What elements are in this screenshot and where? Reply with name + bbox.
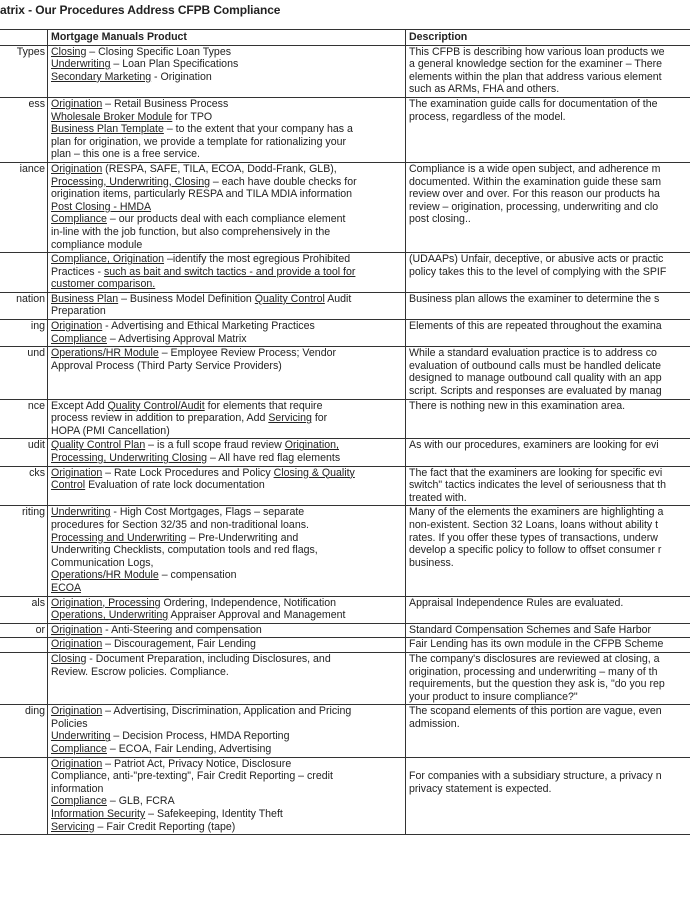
row-product: [48, 652, 406, 704]
table-body: [0, 45, 690, 835]
product-module-link: Underwriting: [51, 58, 111, 71]
product-text: compliance module: [51, 238, 143, 251]
product-text: Communication Logs,: [51, 556, 154, 569]
description-line: Fair Lending has its own module in the CFPB Scheme: [409, 638, 664, 651]
product-text: plan – this one is a free service.: [51, 148, 200, 161]
product-module-link: Operations/HR Module: [51, 569, 159, 582]
row-description: [406, 596, 690, 623]
row-category: [0, 466, 48, 506]
row-product: [48, 757, 406, 835]
table-row: [0, 45, 690, 97]
description-line: The company's disclosures are reviewed at closing, a: [409, 652, 660, 665]
product-module-link: Business Plan Template: [51, 123, 164, 136]
description-line: rates. If you offer these types of transactions, underw: [409, 531, 658, 544]
product-text: for TPO: [172, 110, 213, 123]
product-text: - Document Preparation, including Disclosures, and: [86, 652, 331, 665]
product-module-link: Servicing: [51, 820, 95, 833]
description-line: review over and over. For this reason our products ha: [409, 188, 660, 201]
product-text: – Discouragement, Fair Lending: [102, 638, 256, 651]
row-category: [0, 596, 48, 623]
description-line: elements within the plan that address various element: [409, 70, 662, 83]
category-label: cks: [29, 466, 45, 479]
table-row: [0, 705, 690, 757]
product-text: - Advertising and Ethical Marketing Practices: [102, 320, 315, 333]
product-line: [51, 266, 402, 279]
product-line: [51, 452, 402, 465]
product-text: Appraiser Approval and Management: [168, 609, 346, 622]
category-label: nce: [27, 399, 45, 412]
description-line: designed to manage outbound call quality with an app: [409, 372, 662, 385]
product-text: – Rate Lock Procedures and Policy: [102, 466, 274, 479]
table-row: [0, 347, 690, 399]
product-line: [51, 519, 402, 532]
product-line: [51, 226, 402, 239]
product-text: – ECOA, Fair Lending, Advertising: [106, 743, 272, 756]
product-line: [51, 188, 402, 201]
description-line: a general knowledge section for the examiner – There: [409, 58, 663, 71]
row-product: [48, 45, 406, 97]
row-product: [48, 399, 406, 439]
product-text: – Fair Credit Reporting (tape): [94, 820, 236, 833]
category-label: Types: [16, 45, 45, 58]
product-module-link: Processing and Underwriting: [51, 531, 187, 544]
product-text: – Advertising, Discrimination, Application and Pricing: [102, 705, 352, 718]
product-line: [51, 163, 402, 176]
row-description: [406, 638, 690, 653]
description-line: Elements of this are repeated throughout the examina: [409, 320, 662, 333]
description-line: The examination guide calls for documentation of the: [409, 97, 658, 110]
row-category: [0, 162, 48, 252]
product-line: [51, 439, 402, 452]
product-text: Evaluation of rate lock documentation: [85, 479, 265, 492]
product-text: – compensation: [158, 569, 237, 582]
product-line: [51, 638, 402, 651]
product-module-link: Processing, Underwriting Closing: [51, 452, 208, 464]
row-product: [48, 253, 406, 293]
description-line: non-existent. Section 32 Loans, loans without ability t: [409, 518, 659, 531]
row-category: [0, 638, 48, 653]
table-row: [0, 97, 690, 162]
table-row: [0, 652, 690, 704]
description-line: For companies with a subsidiary structure, a privacy n: [409, 770, 662, 783]
product-module-link: Compliance, Origination: [51, 253, 165, 266]
product-module-link: Information Security: [51, 808, 146, 821]
row-description: [406, 399, 690, 439]
product-module-link: Compliance: [51, 213, 107, 226]
product-module-link: Origination, Processing: [51, 596, 161, 609]
product-line: [51, 400, 402, 413]
product-line: [51, 544, 402, 557]
product-line: [51, 743, 402, 756]
category-label: ess: [28, 97, 45, 110]
product-line: [51, 148, 402, 161]
table-row: [0, 439, 690, 466]
product-line: [51, 609, 402, 622]
product-line: [51, 705, 402, 718]
product-module-link: Quality Control Plan: [51, 439, 146, 452]
product-line: [51, 821, 402, 834]
product-module-link: Closing: [51, 45, 87, 58]
product-module-link: Operations/HR Module: [51, 347, 159, 360]
description-line: develop a specific policy to follow to offset consumer r: [409, 544, 662, 557]
description-line: privacy statement is expected.: [409, 782, 552, 795]
table-row: [0, 292, 690, 319]
product-text: - Origination: [151, 70, 212, 83]
product-line: [51, 123, 402, 136]
row-product: [48, 292, 406, 319]
product-line: [51, 467, 402, 480]
product-line: [51, 783, 402, 796]
product-line: [51, 111, 402, 124]
table-row: [0, 623, 690, 638]
product-module-link: Operations, Underwriting: [51, 609, 169, 622]
product-text: origination items, particularly RESPA and TILA MDIA information: [51, 188, 353, 201]
product-module-link: Origination,: [284, 439, 339, 452]
row-product: [48, 347, 406, 399]
description-line: treated with.: [409, 491, 467, 504]
row-category: [0, 705, 48, 757]
row-product: [48, 320, 406, 347]
product-module-link: Origination: [51, 162, 103, 175]
product-module-link: Origination: [51, 638, 103, 651]
description-line: review – origination, processing, underwriting and clo: [409, 200, 659, 213]
product-text: plan for origination, we provide a template for rationalizing your: [51, 135, 347, 148]
description-line: Standard Compensation Schemes and Safe Harbor: [409, 623, 652, 636]
product-text: – GLB, FCRA: [106, 795, 175, 808]
product-module-link: Business Plan: [51, 292, 119, 305]
product-module-link: Control: [51, 479, 86, 492]
header-category: [0, 30, 48, 46]
table-row: [0, 466, 690, 506]
product-module-link: customer comparison.: [51, 278, 156, 291]
description-line: origination, processing and underwriting – many of th: [409, 665, 658, 678]
product-line: [51, 333, 402, 346]
product-module-link: Compliance: [51, 332, 107, 345]
category-label: iance: [19, 162, 45, 175]
product-module-link: Quality Control: [254, 292, 325, 305]
product-text: - High Cost Mortgages, Flags – separate: [110, 506, 305, 519]
row-product: [48, 162, 406, 252]
product-module-link: Underwriting: [51, 730, 111, 743]
row-description: [406, 652, 690, 704]
product-text: Practices -: [51, 265, 104, 278]
product-text: – Advertising Approval Matrix: [106, 332, 247, 345]
description-line: evaluation of outbound calls must be handled delicate: [409, 359, 662, 372]
row-category: [0, 757, 48, 835]
table-row: [0, 162, 690, 252]
product-text: – Loan Plan Specifications: [110, 58, 239, 71]
row-category: [0, 347, 48, 399]
row-product: [48, 439, 406, 466]
row-description: [406, 253, 690, 293]
product-line: [51, 532, 402, 545]
product-text: for elements that require: [204, 399, 323, 412]
product-module-link: Servicing: [268, 412, 312, 425]
product-module-link: such as bait and switch tactics - and provide a tool for: [103, 265, 356, 278]
table-row: [0, 596, 690, 623]
description-line: business.: [409, 556, 454, 569]
description-line: The fact that the examiners are looking for specific evi: [409, 466, 663, 479]
product-text: Policies: [51, 717, 88, 730]
description-line: The scopand elements of this portion are vague, even: [409, 705, 662, 718]
product-text: procedures for Section 32/35 and non-traditional loans.: [51, 518, 309, 531]
product-text: information: [51, 782, 104, 795]
category-label: udit: [27, 439, 45, 452]
product-text: Approval Process (Third Party Service Providers): [51, 359, 282, 372]
description-line: There is nothing new in this examination area.: [409, 399, 626, 412]
product-module-link: Origination: [51, 97, 103, 110]
product-line: [51, 253, 402, 266]
product-line: [51, 412, 402, 425]
compliance-matrix-table: [0, 29, 690, 835]
row-category: [0, 253, 48, 293]
description-line: script. Scripts and responses are evaluated by manag: [409, 385, 662, 398]
product-line: [51, 666, 402, 679]
product-module-link: Wholesale Broker Module: [51, 110, 173, 123]
table-row: [0, 757, 690, 835]
description-line: policy takes this to the level of complying with the SPIF: [409, 265, 667, 278]
row-product: [48, 705, 406, 757]
row-product: [48, 596, 406, 623]
description-line: (UDAAPs) Unfair, deceptive, or abusive acts or practic: [409, 253, 664, 266]
category-label: ding: [24, 705, 45, 718]
product-line: [51, 506, 402, 519]
product-text: – Employee Review Process; Vendor: [158, 347, 337, 360]
row-description: [406, 162, 690, 252]
description-line: Compliance is a wide open subject, and adherence m: [409, 162, 661, 175]
product-line: [51, 347, 402, 360]
product-text: Except Add: [51, 399, 108, 412]
product-line: [51, 758, 402, 771]
product-text: – Decision Process, HMDA Reporting: [110, 730, 290, 743]
row-category: [0, 439, 48, 466]
product-text: process review in addition to preparation, Add: [51, 412, 269, 425]
row-product: [48, 638, 406, 653]
product-text: Preparation: [51, 305, 106, 318]
row-description: [406, 466, 690, 506]
row-category: [0, 97, 48, 162]
product-line: [51, 730, 402, 743]
product-text: – Patriot Act, Privacy Notice, Disclosure: [102, 757, 292, 770]
category-label: und: [27, 347, 45, 360]
table-row: [0, 320, 690, 347]
row-category: [0, 320, 48, 347]
product-text: – each have double checks for: [209, 175, 357, 188]
header-mortgage-manuals-product: Mortgage Manuals Product: [48, 30, 406, 46]
description-line: requirements, but the question they ask is, "do you rep: [409, 678, 665, 691]
description-line: Many of the elements the examiners are highlighting a: [409, 506, 664, 519]
product-module-link: Quality Control/Audit: [107, 399, 205, 412]
product-line: [51, 569, 402, 582]
product-module-link: Underwriting: [51, 506, 111, 519]
product-module-link: Closing & Quality: [273, 466, 355, 479]
product-text: – All have red flag elements: [207, 452, 341, 464]
product-module-link: Closing: [51, 652, 87, 665]
product-text: – our products deal with each compliance element: [106, 213, 346, 226]
product-line: [51, 201, 402, 214]
category-label: nation: [16, 292, 45, 305]
product-text: – Pre-Underwriting and: [186, 531, 299, 544]
product-text: Audit: [324, 292, 352, 305]
product-module-link: ECOA: [51, 581, 82, 594]
product-line: [51, 425, 402, 438]
product-line: [51, 597, 402, 610]
row-description: [406, 97, 690, 162]
row-description: [406, 506, 690, 596]
row-description: [406, 705, 690, 757]
product-module-link: Origination: [51, 757, 103, 770]
product-text: Review. Escrow policies. Compliance.: [51, 665, 229, 678]
product-text: – is a full scope fraud review: [145, 439, 285, 452]
row-description: [406, 347, 690, 399]
product-line: [51, 718, 402, 731]
description-line: documented. Within the examination guide these sam: [409, 175, 662, 188]
category-label: or: [35, 623, 45, 636]
table-row: [0, 253, 690, 293]
description-line: post closing..: [409, 213, 471, 226]
product-line: [51, 320, 402, 333]
description-line: Business plan allows the examiner to determine the s: [409, 292, 660, 305]
row-category: [0, 506, 48, 596]
description-line: process, regardless of the model.: [409, 110, 566, 123]
product-module-link: Origination: [51, 320, 103, 333]
row-product: [48, 506, 406, 596]
product-text: for: [311, 412, 328, 425]
row-category: [0, 292, 48, 319]
product-module-link: Origination: [51, 466, 103, 479]
page-title: atrix - Our Procedures Address CFPB Compliance: [0, 3, 281, 17]
product-line: [51, 58, 402, 71]
product-text: Ordering, Independence, Notification: [160, 596, 337, 609]
row-description: [406, 439, 690, 466]
product-line: [51, 136, 402, 149]
product-text: – Retail Business Process: [102, 97, 229, 110]
product-line: [51, 293, 402, 306]
product-text: (RESPA, SAFE, TILA, ECOA, Dodd-Frank, GLB),: [102, 162, 337, 175]
product-module-link: Post Closing - HMDA: [51, 200, 152, 213]
product-text: – Business Model Definition: [118, 292, 255, 305]
product-module-link: Secondary Marketing: [51, 70, 152, 83]
description-line: Appraisal Independence Rules are evaluated.: [409, 596, 624, 609]
row-description: [406, 45, 690, 97]
row-category: [0, 399, 48, 439]
product-text: - Anti-Steering and compensation: [102, 623, 262, 636]
product-module-link: Processing, Underwriting, Closing: [51, 175, 210, 188]
row-product: [48, 466, 406, 506]
product-line: [51, 71, 402, 84]
description-line: While a standard evaluation practice is to address co: [409, 347, 657, 360]
product-line: [51, 176, 402, 189]
product-text: HOPA (PMI Cancellation): [51, 424, 170, 437]
product-module-link: Origination: [51, 705, 103, 718]
product-line: [51, 624, 402, 637]
product-line: [51, 213, 402, 226]
description-line: [409, 758, 690, 771]
product-line: [51, 360, 402, 373]
table-header-row: [0, 30, 690, 46]
category-label: ing: [30, 320, 45, 333]
product-text: in-line with the job function, but also comprehensively in the: [51, 225, 331, 238]
row-product: [48, 623, 406, 638]
product-line: [51, 770, 402, 783]
row-category: [0, 45, 48, 97]
product-line: [51, 808, 402, 821]
product-line: [51, 582, 402, 595]
product-line: [51, 557, 402, 570]
category-label: riting: [22, 506, 45, 519]
product-line: [51, 479, 402, 492]
product-line: [51, 98, 402, 111]
product-line: [51, 239, 402, 252]
product-text: Compliance, anti-"pre-texting", Fair Credit Reporting – credit: [51, 770, 333, 783]
description-line: your product to insure compliance?": [409, 690, 578, 703]
product-line: [51, 46, 402, 59]
row-description: [406, 320, 690, 347]
product-text: – Closing Specific Loan Types: [86, 45, 232, 58]
category-label: als: [31, 596, 45, 609]
product-text: –identify the most egregious Prohibited: [164, 253, 351, 266]
table-row: [0, 399, 690, 439]
product-line: [51, 795, 402, 808]
row-description: [406, 757, 690, 835]
product-module-link: Origination: [51, 623, 103, 636]
header-description: Description: [406, 30, 690, 46]
row-product: [48, 97, 406, 162]
description-line: This CFPB is describing how various loan products we: [409, 45, 665, 58]
row-description: [406, 292, 690, 319]
row-category: [0, 623, 48, 638]
product-text: – Safekeeping, Identity Theft: [145, 808, 283, 821]
product-line: [51, 278, 402, 291]
product-line: [51, 305, 402, 318]
description-line: admission.: [409, 717, 460, 730]
product-module-link: Compliance: [51, 743, 107, 756]
product-text: – to the extent that your company has a: [163, 123, 353, 136]
product-line: [51, 653, 402, 666]
description-line: switch" tactics indicates the level of seriousness that th: [409, 479, 666, 492]
description-line: such as ARMs, FHA and others.: [409, 83, 560, 96]
row-category: [0, 652, 48, 704]
table-row: [0, 638, 690, 653]
product-text: Underwriting Checklists, computation tools and red flags,: [51, 544, 318, 557]
table-row: [0, 506, 690, 596]
product-module-link: Compliance: [51, 795, 107, 808]
row-description: [406, 623, 690, 638]
description-line: As with our procedures, examiners are looking for evi: [409, 439, 659, 452]
